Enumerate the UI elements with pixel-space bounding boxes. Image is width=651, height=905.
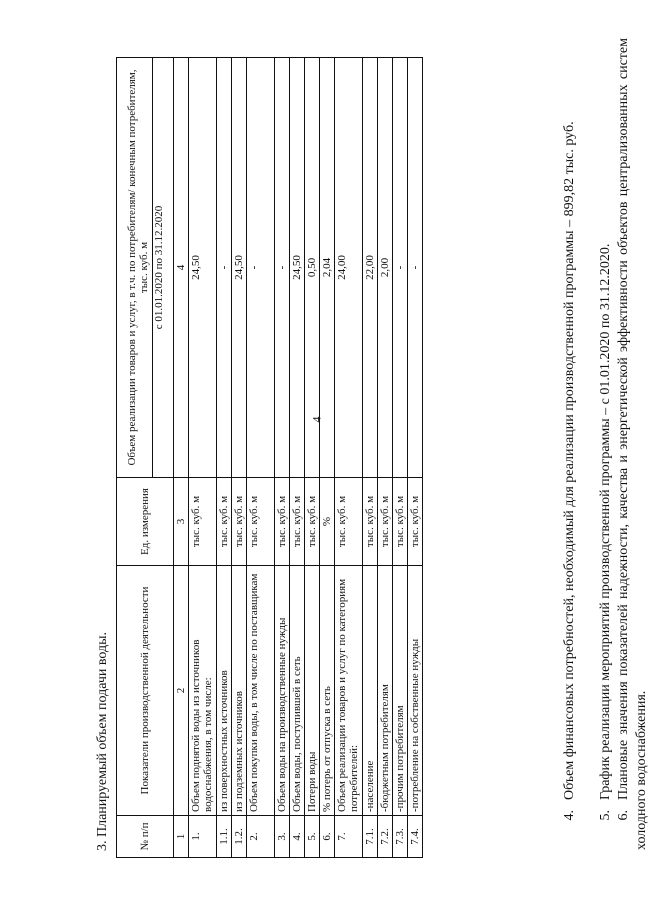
header-num: № п/п bbox=[117, 816, 174, 858]
paragraph-number: 6. bbox=[616, 810, 631, 821]
row-num: 1.2. bbox=[232, 816, 247, 858]
row-value: 24,00 bbox=[335, 58, 363, 478]
row-indicator: -население bbox=[363, 566, 378, 816]
row-value: - bbox=[408, 58, 423, 478]
header-unit: Ед. измерения bbox=[117, 478, 174, 566]
paragraph-text: Плановые значения показателей надежности, качества и энергетической эффективности объектов централизованных систем холодного водоснабжения. bbox=[616, 38, 649, 850]
row-unit: тыс. куб. м bbox=[189, 478, 217, 566]
row-unit: % bbox=[320, 478, 335, 566]
row-value: 2,04 bbox=[320, 58, 335, 478]
paragraph-number: 4. bbox=[562, 810, 577, 821]
row-value: - bbox=[275, 58, 290, 478]
row-num: 5. bbox=[305, 816, 320, 858]
table-row bbox=[217, 58, 232, 858]
row-num: 4. bbox=[290, 816, 305, 858]
row-value: - bbox=[217, 58, 232, 478]
table-row bbox=[232, 58, 247, 858]
row-value: - bbox=[393, 58, 408, 478]
row-num: 1.1. bbox=[217, 816, 232, 858]
table-row bbox=[408, 58, 423, 858]
row-num: 7.3. bbox=[393, 816, 408, 858]
table-row bbox=[290, 58, 305, 858]
row-num: 7.1. bbox=[363, 816, 378, 858]
row-unit: тыс. куб. м bbox=[393, 478, 408, 566]
row-unit: тыс. куб. м bbox=[290, 478, 305, 566]
row-num: 3. bbox=[275, 816, 290, 858]
header-volume bbox=[117, 58, 174, 478]
row-indicator: Объем покупки воды, в том числе по поставщикам bbox=[247, 566, 275, 816]
col-number: 1 bbox=[174, 816, 189, 858]
column-numbers-row bbox=[174, 58, 189, 858]
row-num: 1. bbox=[189, 816, 217, 858]
table-row bbox=[189, 58, 217, 858]
row-unit: тыс. куб. м bbox=[378, 478, 393, 566]
row-indicator: из поверхностных источников bbox=[217, 566, 232, 816]
row-indicator: Объем поднятой воды из источников водоснабжения, в том числе: bbox=[189, 566, 217, 816]
table-row bbox=[393, 58, 408, 858]
table-row bbox=[378, 58, 393, 858]
row-indicator: % потерь от отпуска в сеть bbox=[320, 566, 335, 816]
col-number: 2 bbox=[174, 566, 189, 816]
header-indicator: Показатели производственной деятельности bbox=[117, 566, 174, 816]
row-indicator: Потери воды bbox=[305, 566, 320, 816]
row-unit: тыс. куб. м bbox=[408, 478, 423, 566]
header-volume-period: с 01.01.2020 по 31.12.2020 bbox=[152, 58, 165, 477]
row-unit: тыс. куб. м bbox=[305, 478, 320, 566]
row-num: 7.2. bbox=[378, 816, 393, 858]
row-indicator: Объем реализации товаров и услуг по категориям потребителей: bbox=[335, 566, 363, 816]
page-number: 4 bbox=[309, 416, 324, 423]
table-row bbox=[335, 58, 363, 858]
row-indicator: -потребление на собственные нужды bbox=[408, 566, 423, 816]
table-header-row bbox=[117, 58, 174, 858]
table-row bbox=[275, 58, 290, 858]
row-indicator: из подземных источников bbox=[232, 566, 247, 816]
row-indicator: -прочим потребителям bbox=[393, 566, 408, 816]
paragraph-text: Объем финансовых потребностей, необходимый для реализации производственной программы – 899,82 тыс. руб. bbox=[562, 121, 577, 800]
paragraph-planned-values bbox=[615, 38, 651, 850]
row-value: 0,50 bbox=[305, 58, 320, 478]
row-unit: тыс. куб. м bbox=[275, 478, 290, 566]
row-indicator: Объем воды, поступившей в сеть bbox=[290, 566, 305, 816]
table-row bbox=[363, 58, 378, 858]
table-row bbox=[247, 58, 275, 858]
row-unit: тыс. куб. м bbox=[363, 478, 378, 566]
row-num: 2. bbox=[247, 816, 275, 858]
table-row bbox=[320, 58, 335, 858]
row-indicator: Объем воды на производственные нужды bbox=[275, 566, 290, 816]
section-title: 3. Планируемый объем подачи воды. bbox=[95, 631, 110, 851]
col-number: 4 bbox=[174, 58, 189, 478]
row-unit: тыс. куб. м bbox=[335, 478, 363, 566]
rotated-page-content bbox=[83, 38, 649, 858]
row-unit: тыс. куб. м bbox=[232, 478, 247, 566]
row-value: 2,00 bbox=[378, 58, 393, 478]
row-indicator: -бюджетным потребителям bbox=[378, 566, 393, 816]
row-unit: тыс. куб. м bbox=[247, 478, 275, 566]
paragraph-text: График реализации мероприятий производственной программы – с 01.01.2020 по 31.12.2020. bbox=[598, 243, 613, 800]
row-value: 24,50 bbox=[189, 58, 217, 478]
paragraph-financial-needs bbox=[561, 38, 579, 850]
row-unit: тыс. куб. м bbox=[217, 478, 232, 566]
header-volume-title: Объем реализации товаров и услуг, в т.ч. по потребителям/ конечным потребителям, тыс. куб. м bbox=[125, 69, 150, 466]
row-num: 7. bbox=[335, 816, 363, 858]
water-supply-table bbox=[116, 57, 423, 858]
col-number: 3 bbox=[174, 478, 189, 566]
row-num: 7.4. bbox=[408, 816, 423, 858]
row-value: 24,50 bbox=[290, 58, 305, 478]
row-num: 6. bbox=[320, 816, 335, 858]
row-value: - bbox=[247, 58, 275, 478]
row-value: 24,50 bbox=[232, 58, 247, 478]
row-value: 22,00 bbox=[363, 58, 378, 478]
table-row bbox=[305, 58, 320, 858]
paragraph-number: 5. bbox=[598, 810, 613, 821]
paragraph-schedule bbox=[597, 38, 615, 850]
